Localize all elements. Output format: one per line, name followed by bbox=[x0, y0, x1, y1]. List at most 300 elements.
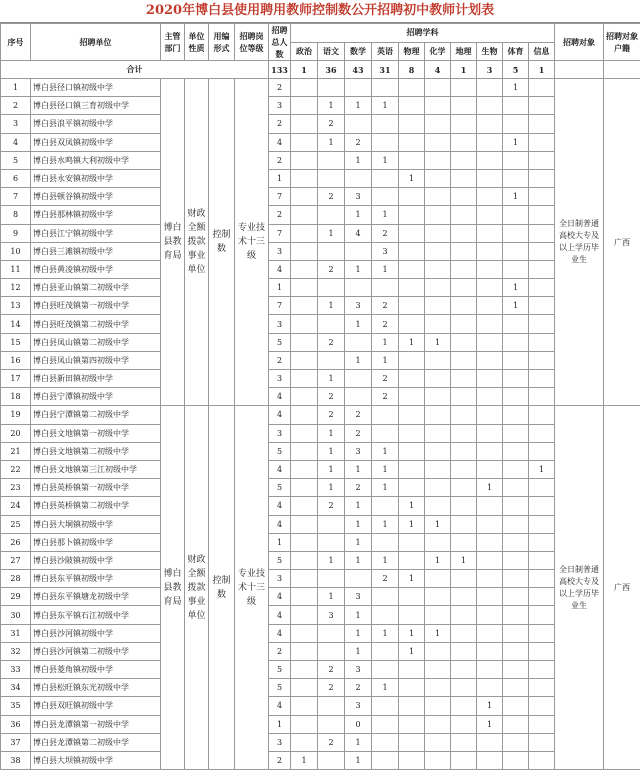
row-unit: 博白县文地镇第一初级中学 bbox=[31, 424, 161, 442]
row-subject-体育: 1 bbox=[503, 188, 529, 206]
row-total: 4 bbox=[269, 697, 291, 715]
table-row bbox=[1, 79, 640, 97]
row-unit: 博白县菱角镇初级中学 bbox=[31, 661, 161, 679]
row-subject-英语 bbox=[372, 533, 399, 551]
total-subject-6: 1 bbox=[451, 61, 477, 79]
row-subject-信息 bbox=[529, 388, 555, 406]
row-subject-政治 bbox=[291, 151, 318, 169]
row-seq: 18 bbox=[1, 388, 31, 406]
total-subject-8: 5 bbox=[503, 61, 529, 79]
row-subject-化学 bbox=[425, 206, 451, 224]
row-subject-体育 bbox=[503, 497, 529, 515]
row-subject-物理 bbox=[399, 751, 425, 769]
row-subject-生物 bbox=[477, 588, 503, 606]
row-unit: 博白县文地镇第二初级中学 bbox=[31, 442, 161, 460]
row-subject-物理 bbox=[399, 533, 425, 551]
row-total: 1 bbox=[269, 279, 291, 297]
row-subject-物理: 1 bbox=[399, 642, 425, 660]
row-total: 2 bbox=[269, 351, 291, 369]
row-subject-地理 bbox=[451, 606, 477, 624]
table-row bbox=[1, 206, 640, 224]
row-subject-地理 bbox=[451, 224, 477, 242]
row-subject-地理 bbox=[451, 460, 477, 478]
row-subject-信息 bbox=[529, 351, 555, 369]
row-total: 7 bbox=[269, 188, 291, 206]
row-total: 3 bbox=[269, 424, 291, 442]
row-unit: 博白县双旺镇初级中学 bbox=[31, 697, 161, 715]
row-subject-地理 bbox=[451, 642, 477, 660]
row-subject-生物 bbox=[477, 606, 503, 624]
row-subject-政治 bbox=[291, 297, 318, 315]
row-unit: 博白县英桥镇第二初级中学 bbox=[31, 497, 161, 515]
row-subject-化学 bbox=[425, 460, 451, 478]
row-seq: 34 bbox=[1, 679, 31, 697]
row-subject-语文: 1 bbox=[318, 424, 345, 442]
table-row bbox=[1, 406, 640, 424]
row-subject-生物 bbox=[477, 424, 503, 442]
row-subject-化学 bbox=[425, 533, 451, 551]
row-subject-政治 bbox=[291, 733, 318, 751]
row-subject-化学 bbox=[425, 388, 451, 406]
row-subject-语文: 2 bbox=[318, 406, 345, 424]
table-row bbox=[1, 751, 640, 769]
row-subject-地理 bbox=[451, 333, 477, 351]
row-subject-政治 bbox=[291, 260, 318, 278]
row-subject-地理 bbox=[451, 315, 477, 333]
row-subject-政治 bbox=[291, 333, 318, 351]
row-subject-化学: 1 bbox=[425, 551, 451, 569]
row-subject-地理 bbox=[451, 515, 477, 533]
row-unit: 博白县水鸣镇大利初级中学 bbox=[31, 151, 161, 169]
row-subject-语文 bbox=[318, 697, 345, 715]
row-subject-化学 bbox=[425, 642, 451, 660]
row-subject-数学: 1 bbox=[345, 151, 372, 169]
row-subject-政治 bbox=[291, 279, 318, 297]
subject-header-7: 生物 bbox=[477, 42, 503, 61]
row-subject-生物 bbox=[477, 442, 503, 460]
row-unit: 博白县旺茂镇第一初级中学 bbox=[31, 297, 161, 315]
row-subject-语文 bbox=[318, 151, 345, 169]
row-subject-语文: 1 bbox=[318, 224, 345, 242]
row-subject-政治 bbox=[291, 697, 318, 715]
row-subject-体育 bbox=[503, 206, 529, 224]
row-subject-数学 bbox=[345, 333, 372, 351]
row-subject-体育 bbox=[503, 442, 529, 460]
row-subject-物理 bbox=[399, 551, 425, 569]
row-subject-地理 bbox=[451, 242, 477, 260]
row-subject-化学 bbox=[425, 242, 451, 260]
row-unit: 博白县大垌镇初级中学 bbox=[31, 515, 161, 533]
row-subject-体育 bbox=[503, 533, 529, 551]
row-subject-英语: 2 bbox=[372, 297, 399, 315]
row-unit: 博白县旺茂镇第二初级中学 bbox=[31, 315, 161, 333]
subject-header-9: 信息 bbox=[529, 42, 555, 61]
row-subject-信息 bbox=[529, 206, 555, 224]
row-total: 4 bbox=[269, 606, 291, 624]
row-subject-化学 bbox=[425, 370, 451, 388]
row-seq: 23 bbox=[1, 479, 31, 497]
row-total: 5 bbox=[269, 551, 291, 569]
row-seq: 32 bbox=[1, 642, 31, 660]
row-total: 3 bbox=[269, 733, 291, 751]
row-subject-地理 bbox=[451, 624, 477, 642]
row-total: 2 bbox=[269, 115, 291, 133]
row-seq: 15 bbox=[1, 333, 31, 351]
row-seq: 2 bbox=[1, 97, 31, 115]
row-total: 2 bbox=[269, 751, 291, 769]
table-row bbox=[1, 169, 640, 187]
row-subject-体育 bbox=[503, 370, 529, 388]
row-subject-数学: 1 bbox=[345, 606, 372, 624]
row-subject-体育 bbox=[503, 642, 529, 660]
row-subject-生物 bbox=[477, 315, 503, 333]
row-subject-政治 bbox=[291, 224, 318, 242]
row-subject-英语 bbox=[372, 661, 399, 679]
row-total: 3 bbox=[269, 315, 291, 333]
row-subject-化学 bbox=[425, 97, 451, 115]
group-level: 专业技术十三级 bbox=[235, 79, 269, 406]
row-subject-英语: 1 bbox=[372, 479, 399, 497]
row-subject-数学 bbox=[345, 115, 372, 133]
row-subject-信息 bbox=[529, 533, 555, 551]
row-subject-体育: 1 bbox=[503, 279, 529, 297]
row-subject-生物 bbox=[477, 460, 503, 478]
table-row bbox=[1, 515, 640, 533]
row-subject-语文: 1 bbox=[318, 442, 345, 460]
row-subject-语文 bbox=[318, 79, 345, 97]
row-subject-语文 bbox=[318, 715, 345, 733]
table-row bbox=[1, 424, 640, 442]
row-subject-信息 bbox=[529, 279, 555, 297]
row-subject-语文: 1 bbox=[318, 479, 345, 497]
row-subject-生物 bbox=[477, 188, 503, 206]
row-subject-信息 bbox=[529, 151, 555, 169]
row-subject-地理 bbox=[451, 297, 477, 315]
row-subject-数学: 2 bbox=[345, 479, 372, 497]
row-subject-化学 bbox=[425, 679, 451, 697]
row-subject-地理 bbox=[451, 370, 477, 388]
row-subject-物理 bbox=[399, 588, 425, 606]
row-subject-物理 bbox=[399, 260, 425, 278]
row-total: 1 bbox=[269, 715, 291, 733]
total-subject-4: 8 bbox=[399, 61, 425, 79]
row-subject-英语: 1 bbox=[372, 333, 399, 351]
row-subject-政治 bbox=[291, 351, 318, 369]
row-unit: 博白县沙河镇初级中学 bbox=[31, 624, 161, 642]
row-unit: 博白县沙河镇第二初级中学 bbox=[31, 642, 161, 660]
row-subject-生物 bbox=[477, 570, 503, 588]
row-subject-英语 bbox=[372, 188, 399, 206]
col-hukou-header: 招聘对象户籍 bbox=[604, 24, 640, 61]
row-subject-体育 bbox=[503, 715, 529, 733]
row-subject-体育 bbox=[503, 97, 529, 115]
row-subject-政治 bbox=[291, 115, 318, 133]
row-unit: 博白县宁潭镇第二初级中学 bbox=[31, 406, 161, 424]
row-subject-生物 bbox=[477, 224, 503, 242]
row-subject-英语 bbox=[372, 642, 399, 660]
total-row bbox=[1, 61, 640, 79]
row-unit: 博白县那卜镇初级中学 bbox=[31, 533, 161, 551]
row-subject-化学 bbox=[425, 351, 451, 369]
row-unit: 博白县新田镇初级中学 bbox=[31, 370, 161, 388]
row-subject-生物 bbox=[477, 115, 503, 133]
table-row bbox=[1, 588, 640, 606]
row-subject-数学: 3 bbox=[345, 661, 372, 679]
row-total: 4 bbox=[269, 133, 291, 151]
row-subject-数学: 1 bbox=[345, 497, 372, 515]
row-subject-语文: 1 bbox=[318, 133, 345, 151]
row-seq: 5 bbox=[1, 151, 31, 169]
row-subject-数学: 3 bbox=[345, 188, 372, 206]
row-total: 7 bbox=[269, 297, 291, 315]
group-dept: 博白县教育局 bbox=[161, 79, 185, 406]
group-nature: 财政全额拨款事业单位 bbox=[185, 79, 209, 406]
row-subject-政治 bbox=[291, 606, 318, 624]
row-unit: 博白县双凤镇初级中学 bbox=[31, 133, 161, 151]
row-subject-语文: 2 bbox=[318, 679, 345, 697]
row-subject-生物 bbox=[477, 642, 503, 660]
row-subject-信息 bbox=[529, 733, 555, 751]
row-subject-信息 bbox=[529, 260, 555, 278]
row-subject-物理 bbox=[399, 188, 425, 206]
row-subject-语文: 2 bbox=[318, 497, 345, 515]
row-subject-体育 bbox=[503, 388, 529, 406]
row-seq: 20 bbox=[1, 424, 31, 442]
total-subject-2: 43 bbox=[345, 61, 372, 79]
row-total: 1 bbox=[269, 169, 291, 187]
row-subject-政治 bbox=[291, 169, 318, 187]
row-unit: 博白县沙陂镇初级中学 bbox=[31, 551, 161, 569]
row-subject-体育 bbox=[503, 260, 529, 278]
row-subject-生物 bbox=[477, 97, 503, 115]
row-subject-地理 bbox=[451, 133, 477, 151]
row-seq: 12 bbox=[1, 279, 31, 297]
row-subject-体育 bbox=[503, 424, 529, 442]
table-row bbox=[1, 570, 640, 588]
row-subject-数学: 2 bbox=[345, 406, 372, 424]
subject-header-0: 政治 bbox=[291, 42, 318, 61]
row-subject-体育 bbox=[503, 697, 529, 715]
row-subject-英语: 1 bbox=[372, 515, 399, 533]
row-subject-政治 bbox=[291, 551, 318, 569]
row-total: 4 bbox=[269, 588, 291, 606]
page-title: 2020年博白县使用聘用教师控制数公开招聘初中教师计划表 bbox=[0, 0, 640, 23]
row-subject-地理 bbox=[451, 188, 477, 206]
row-subject-地理 bbox=[451, 570, 477, 588]
row-unit: 博白县三滩镇初级中学 bbox=[31, 242, 161, 260]
row-subject-地理 bbox=[451, 588, 477, 606]
row-subject-数学 bbox=[345, 79, 372, 97]
row-subject-数学: 1 bbox=[345, 97, 372, 115]
row-subject-体育 bbox=[503, 751, 529, 769]
row-subject-政治 bbox=[291, 588, 318, 606]
row-subject-化学 bbox=[425, 188, 451, 206]
row-total: 4 bbox=[269, 260, 291, 278]
total-subject-0: 1 bbox=[291, 61, 318, 79]
table-row bbox=[1, 533, 640, 551]
row-subject-数学 bbox=[345, 370, 372, 388]
row-subject-语文 bbox=[318, 751, 345, 769]
row-subject-语文: 1 bbox=[318, 370, 345, 388]
row-subject-化学 bbox=[425, 224, 451, 242]
row-subject-语文 bbox=[318, 515, 345, 533]
row-seq: 31 bbox=[1, 624, 31, 642]
table-row bbox=[1, 679, 640, 697]
row-seq: 9 bbox=[1, 224, 31, 242]
row-subject-信息 bbox=[529, 297, 555, 315]
row-total: 5 bbox=[269, 442, 291, 460]
row-seq: 1 bbox=[1, 79, 31, 97]
row-subject-物理 bbox=[399, 351, 425, 369]
row-subject-生物 bbox=[477, 661, 503, 679]
row-subject-语文 bbox=[318, 624, 345, 642]
row-subject-信息 bbox=[529, 515, 555, 533]
row-subject-英语: 1 bbox=[372, 260, 399, 278]
row-total: 2 bbox=[269, 79, 291, 97]
row-subject-体育 bbox=[503, 169, 529, 187]
table-row bbox=[1, 370, 640, 388]
row-subject-政治 bbox=[291, 515, 318, 533]
row-subject-信息 bbox=[529, 479, 555, 497]
table-row bbox=[1, 551, 640, 569]
row-subject-生物 bbox=[477, 260, 503, 278]
row-subject-语文: 1 bbox=[318, 551, 345, 569]
row-subject-地理 bbox=[451, 351, 477, 369]
row-unit: 博白县松旺镇东光初级中学 bbox=[31, 679, 161, 697]
row-unit: 博白县亚山镇第二初级中学 bbox=[31, 279, 161, 297]
row-subject-政治 bbox=[291, 315, 318, 333]
row-subject-语文 bbox=[318, 206, 345, 224]
row-subject-政治 bbox=[291, 624, 318, 642]
row-subject-政治: 1 bbox=[291, 751, 318, 769]
row-subject-物理 bbox=[399, 460, 425, 478]
table-row bbox=[1, 606, 640, 624]
row-total: 4 bbox=[269, 497, 291, 515]
group-level: 专业技术十三级 bbox=[235, 406, 269, 770]
row-subject-信息 bbox=[529, 424, 555, 442]
row-subject-政治 bbox=[291, 715, 318, 733]
row-subject-化学 bbox=[425, 297, 451, 315]
row-seq: 29 bbox=[1, 588, 31, 606]
row-subject-地理 bbox=[451, 206, 477, 224]
row-subject-体育 bbox=[503, 588, 529, 606]
table-row bbox=[1, 242, 640, 260]
row-subject-数学 bbox=[345, 169, 372, 187]
total-subject-5: 4 bbox=[425, 61, 451, 79]
row-seq: 38 bbox=[1, 751, 31, 769]
row-subject-数学 bbox=[345, 388, 372, 406]
row-subject-数学: 2 bbox=[345, 133, 372, 151]
row-seq: 19 bbox=[1, 406, 31, 424]
row-subject-物理 bbox=[399, 424, 425, 442]
subject-header-2: 数学 bbox=[345, 42, 372, 61]
total-subject-1: 36 bbox=[318, 61, 345, 79]
table-row bbox=[1, 661, 640, 679]
row-subject-信息 bbox=[529, 370, 555, 388]
row-subject-体育 bbox=[503, 333, 529, 351]
row-subject-英语 bbox=[372, 697, 399, 715]
table-row bbox=[1, 297, 640, 315]
row-subject-数学: 2 bbox=[345, 679, 372, 697]
row-unit: 博白县龙潭镇第二初级中学 bbox=[31, 733, 161, 751]
row-subject-物理: 1 bbox=[399, 497, 425, 515]
row-subject-信息 bbox=[529, 224, 555, 242]
row-subject-英语: 2 bbox=[372, 315, 399, 333]
row-subject-物理 bbox=[399, 733, 425, 751]
row-subject-化学 bbox=[425, 570, 451, 588]
row-subject-体育 bbox=[503, 606, 529, 624]
row-subject-物理 bbox=[399, 479, 425, 497]
row-subject-化学 bbox=[425, 497, 451, 515]
row-subject-语文 bbox=[318, 642, 345, 660]
row-subject-信息 bbox=[529, 551, 555, 569]
row-subject-生物 bbox=[477, 497, 503, 515]
row-subject-化学 bbox=[425, 151, 451, 169]
row-total: 3 bbox=[269, 97, 291, 115]
row-total: 3 bbox=[269, 370, 291, 388]
row-subject-信息 bbox=[529, 97, 555, 115]
row-unit: 博白县凤山镇第二初级中学 bbox=[31, 333, 161, 351]
row-unit: 博白县凤山镇第四初级中学 bbox=[31, 351, 161, 369]
row-total: 4 bbox=[269, 624, 291, 642]
row-subject-英语: 2 bbox=[372, 570, 399, 588]
col-level-header: 招聘岗位等级 bbox=[235, 24, 269, 61]
table-row bbox=[1, 733, 640, 751]
row-subject-化学 bbox=[425, 315, 451, 333]
row-subject-语文: 1 bbox=[318, 297, 345, 315]
row-subject-物理 bbox=[399, 370, 425, 388]
subject-header-3: 英语 bbox=[372, 42, 399, 61]
col-total-header: 招聘总人数 bbox=[269, 24, 291, 61]
subjects-group-header: 招聘学科 bbox=[291, 24, 555, 43]
row-seq: 27 bbox=[1, 551, 31, 569]
row-subject-政治 bbox=[291, 242, 318, 260]
table-row bbox=[1, 279, 640, 297]
row-subject-政治 bbox=[291, 661, 318, 679]
row-seq: 22 bbox=[1, 460, 31, 478]
row-subject-生物 bbox=[477, 624, 503, 642]
total-subject-3: 31 bbox=[372, 61, 399, 79]
row-seq: 25 bbox=[1, 515, 31, 533]
col-unit-header: 招聘单位 bbox=[31, 24, 161, 61]
row-subject-体育: 1 bbox=[503, 133, 529, 151]
row-subject-生物 bbox=[477, 169, 503, 187]
row-subject-数学 bbox=[345, 279, 372, 297]
row-seq: 37 bbox=[1, 733, 31, 751]
row-subject-语文 bbox=[318, 279, 345, 297]
row-subject-体育 bbox=[503, 315, 529, 333]
row-subject-英语: 2 bbox=[372, 224, 399, 242]
row-subject-物理 bbox=[399, 206, 425, 224]
row-seq: 36 bbox=[1, 715, 31, 733]
row-subject-英语: 1 bbox=[372, 97, 399, 115]
table-row bbox=[1, 97, 640, 115]
row-unit: 博白县那林镇初级中学 bbox=[31, 206, 161, 224]
row-total: 5 bbox=[269, 661, 291, 679]
row-subject-英语 bbox=[372, 497, 399, 515]
row-subject-语文: 2 bbox=[318, 333, 345, 351]
row-subject-生物 bbox=[477, 679, 503, 697]
row-subject-信息 bbox=[529, 242, 555, 260]
row-subject-体育: 1 bbox=[503, 297, 529, 315]
row-subject-政治 bbox=[291, 370, 318, 388]
col-target-header: 招聘对象 bbox=[555, 24, 604, 61]
row-subject-语文: 1 bbox=[318, 460, 345, 478]
row-subject-生物 bbox=[477, 279, 503, 297]
row-subject-地理 bbox=[451, 151, 477, 169]
row-subject-生物 bbox=[477, 388, 503, 406]
row-subject-体育 bbox=[503, 733, 529, 751]
